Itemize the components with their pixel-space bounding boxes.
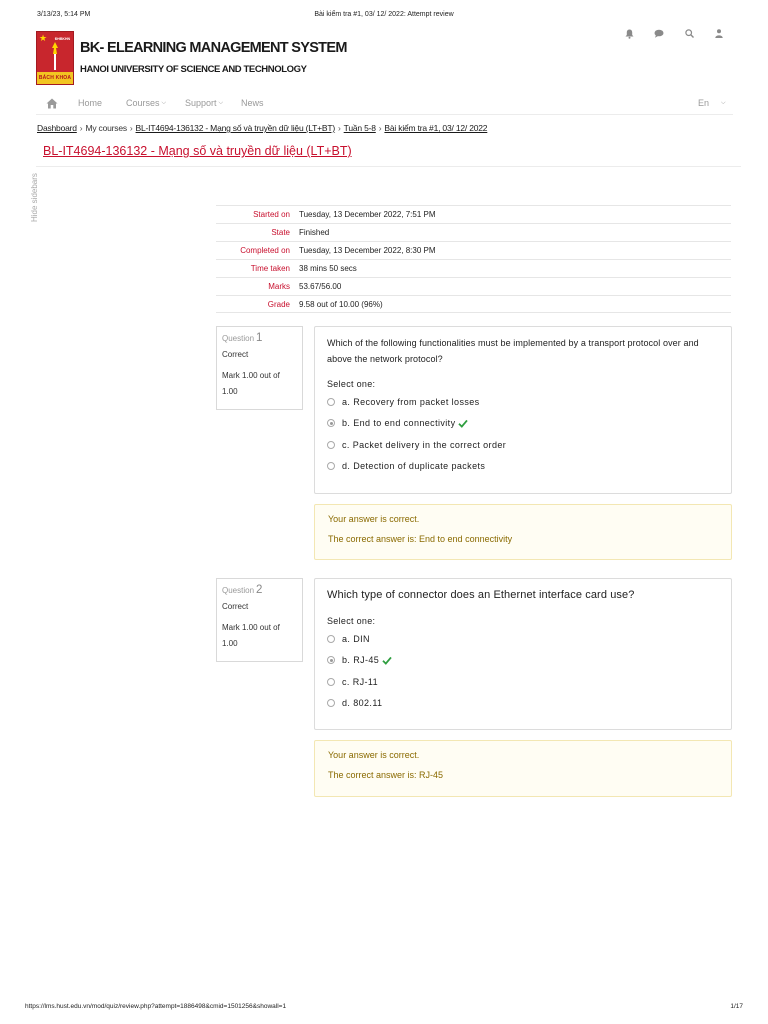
top-icons: [624, 28, 724, 39]
radio-button[interactable]: [327, 635, 335, 643]
question-box-1: [314, 326, 732, 494]
feedback-answer: The correct answer is: End to end connectivity: [328, 534, 513, 544]
feedback-answer: The correct answer is: RJ-45: [328, 770, 444, 780]
star-icon: ★: [39, 33, 48, 43]
feedback-correct: Your answer is correct.: [328, 514, 420, 524]
bell-icon[interactable]: [624, 28, 634, 39]
breadcrumb-course[interactable]: BL-IT4694-136132 - Mạng số và truyền dữ liệu (LT+BT): [135, 123, 336, 133]
page-title[interactable]: BL-IT4694-136132 - Mạng số và truyền dữ liệu (LT+BT): [43, 144, 352, 158]
breadcrumb-quiz[interactable]: Bài kiểm tra #1, 03/ 12/ 2022: [384, 123, 488, 133]
nav-home[interactable]: Home: [78, 98, 103, 108]
check-icon: [458, 419, 468, 428]
question-number: 2: [256, 584, 263, 596]
radio-button[interactable]: [327, 656, 335, 664]
breadcrumb-week[interactable]: Tuần 5-8: [343, 123, 376, 133]
print-title: Bài kiểm tra #1, 03/ 12/ 2022: Attempt review: [314, 11, 454, 18]
radio-button[interactable]: [327, 441, 335, 449]
answer-options: [327, 628, 719, 714]
summary-label: State: [271, 228, 290, 237]
question-mark: Mark 1.00 out of 1.00: [222, 371, 280, 396]
print-header: [0, 11, 768, 23]
answer-option[interactable]: a. DIN: [327, 628, 719, 650]
answer-option[interactable]: d. 802.11: [327, 693, 719, 715]
summary-row-marks: [216, 277, 731, 295]
question-text: Which type of connector does an Ethernet interface card use?: [327, 589, 635, 601]
summary-label: Marks: [268, 282, 290, 291]
question-info-2: [216, 578, 303, 662]
search-icon[interactable]: [684, 28, 694, 39]
answer-option[interactable]: b. End to end connectivity: [327, 413, 719, 435]
select-one-label: Select one:: [327, 379, 376, 389]
site-subtitle: HANOI UNIVERSITY OF SCIENCE AND TECHNOLOGY: [80, 64, 307, 75]
summary-row-grade: [216, 295, 731, 313]
nav-courses[interactable]: Courses ⌵: [126, 98, 167, 108]
divider: [36, 166, 741, 167]
summary-label: Completed on: [240, 246, 290, 255]
question-number: 1: [256, 332, 263, 344]
logo-band: BÁCH KHOA: [37, 72, 73, 84]
answer-options: [327, 391, 719, 477]
question-box-2: [314, 578, 732, 730]
summary-label: Grade: [267, 299, 290, 309]
select-one-label: Select one:: [327, 616, 376, 626]
print-page-number: 1/17: [730, 1003, 743, 1010]
summary-value: 9.58 out of 10.00 (96%): [299, 299, 383, 309]
radio-button[interactable]: [327, 678, 335, 686]
answer-option[interactable]: c. Packet delivery in the correct order: [327, 434, 719, 456]
radio-button[interactable]: [327, 699, 335, 707]
nav-news[interactable]: News: [241, 98, 264, 108]
summary-value: 38 mins 50 secs: [299, 264, 357, 273]
question-mark: Mark 1.00 out of 1.00: [222, 623, 280, 648]
attempt-summary-table: [216, 205, 731, 313]
summary-value: Tuesday, 13 December 2022, 7:51 PM: [299, 210, 436, 219]
chevron-down-icon: ⌵: [721, 99, 726, 106]
breadcrumb-my-courses: My courses: [85, 123, 127, 133]
summary-value: Tuesday, 13 December 2022, 8:30 PM: [299, 246, 436, 255]
site-title[interactable]: BK- ELEARNING MANAGEMENT SYSTEM: [80, 40, 347, 56]
answer-option[interactable]: b. RJ-45: [327, 650, 719, 672]
summary-row-state: [216, 223, 731, 241]
summary-row-started: [216, 205, 731, 223]
torch-icon: [50, 42, 60, 70]
breadcrumb-dashboard[interactable]: Dashboard: [37, 123, 77, 133]
question-state: Correct: [222, 602, 249, 611]
summary-label: Time taken: [250, 264, 290, 273]
summary-row-time-taken: [216, 259, 731, 277]
feedback-box-2: [314, 740, 732, 797]
answer-option[interactable]: c. RJ-11: [327, 671, 719, 693]
user-icon[interactable]: [714, 28, 724, 39]
summary-value: 53.67/56.00: [299, 282, 342, 291]
chat-icon[interactable]: [654, 28, 664, 39]
radio-button[interactable]: [327, 419, 335, 427]
print-date: 3/13/23, 5:14 PM: [37, 11, 91, 18]
university-logo[interactable]: [36, 31, 74, 85]
radio-button[interactable]: [327, 462, 335, 470]
question-label: Question: [222, 334, 255, 343]
question-info-1: [216, 326, 303, 410]
summary-label: Started on: [253, 210, 290, 219]
feedback-box-1: [314, 504, 732, 560]
chevron-down-icon: ⌵: [218, 99, 224, 106]
answer-option[interactable]: a. Recovery from packet losses: [327, 391, 719, 413]
home-icon[interactable]: [46, 98, 58, 109]
radio-button[interactable]: [327, 398, 335, 406]
question-state: Correct: [222, 350, 249, 359]
feedback-correct: Your answer is correct.: [328, 750, 420, 760]
summary-value: Finished: [299, 228, 330, 237]
answer-option[interactable]: d. Detection of duplicate packets: [327, 456, 719, 478]
check-icon: [382, 656, 392, 665]
print-url: https://lms.hust.edu.vn/mod/quiz/review.php?attempt=1886498&cmid=1501256&showall=1: [25, 1003, 287, 1010]
question-label: Question: [222, 586, 255, 595]
logo-mini-text: ĐHBKHN: [54, 37, 70, 41]
question-text: Which of the following functionalities must be implemented by a transport protocol over and above the network protocol?: [327, 338, 699, 364]
breadcrumb: Dashboard › My courses › BL-IT4694-136132 - Mạng số và truyền dữ liệu (LT+BT) › Tuần 5-8 › Bài kiểm tra #1, 03/ 12/ 2022: [37, 123, 488, 133]
chevron-down-icon: ⌵: [161, 99, 167, 106]
nav-support[interactable]: Support ⌵: [185, 98, 224, 108]
summary-row-completed: [216, 241, 731, 259]
main-navbar: [36, 93, 733, 115]
language-selector[interactable]: En ⌵: [698, 98, 726, 108]
site-brand: [36, 31, 736, 87]
hide-sidebars-toggle[interactable]: Hide sidebars: [30, 173, 39, 222]
